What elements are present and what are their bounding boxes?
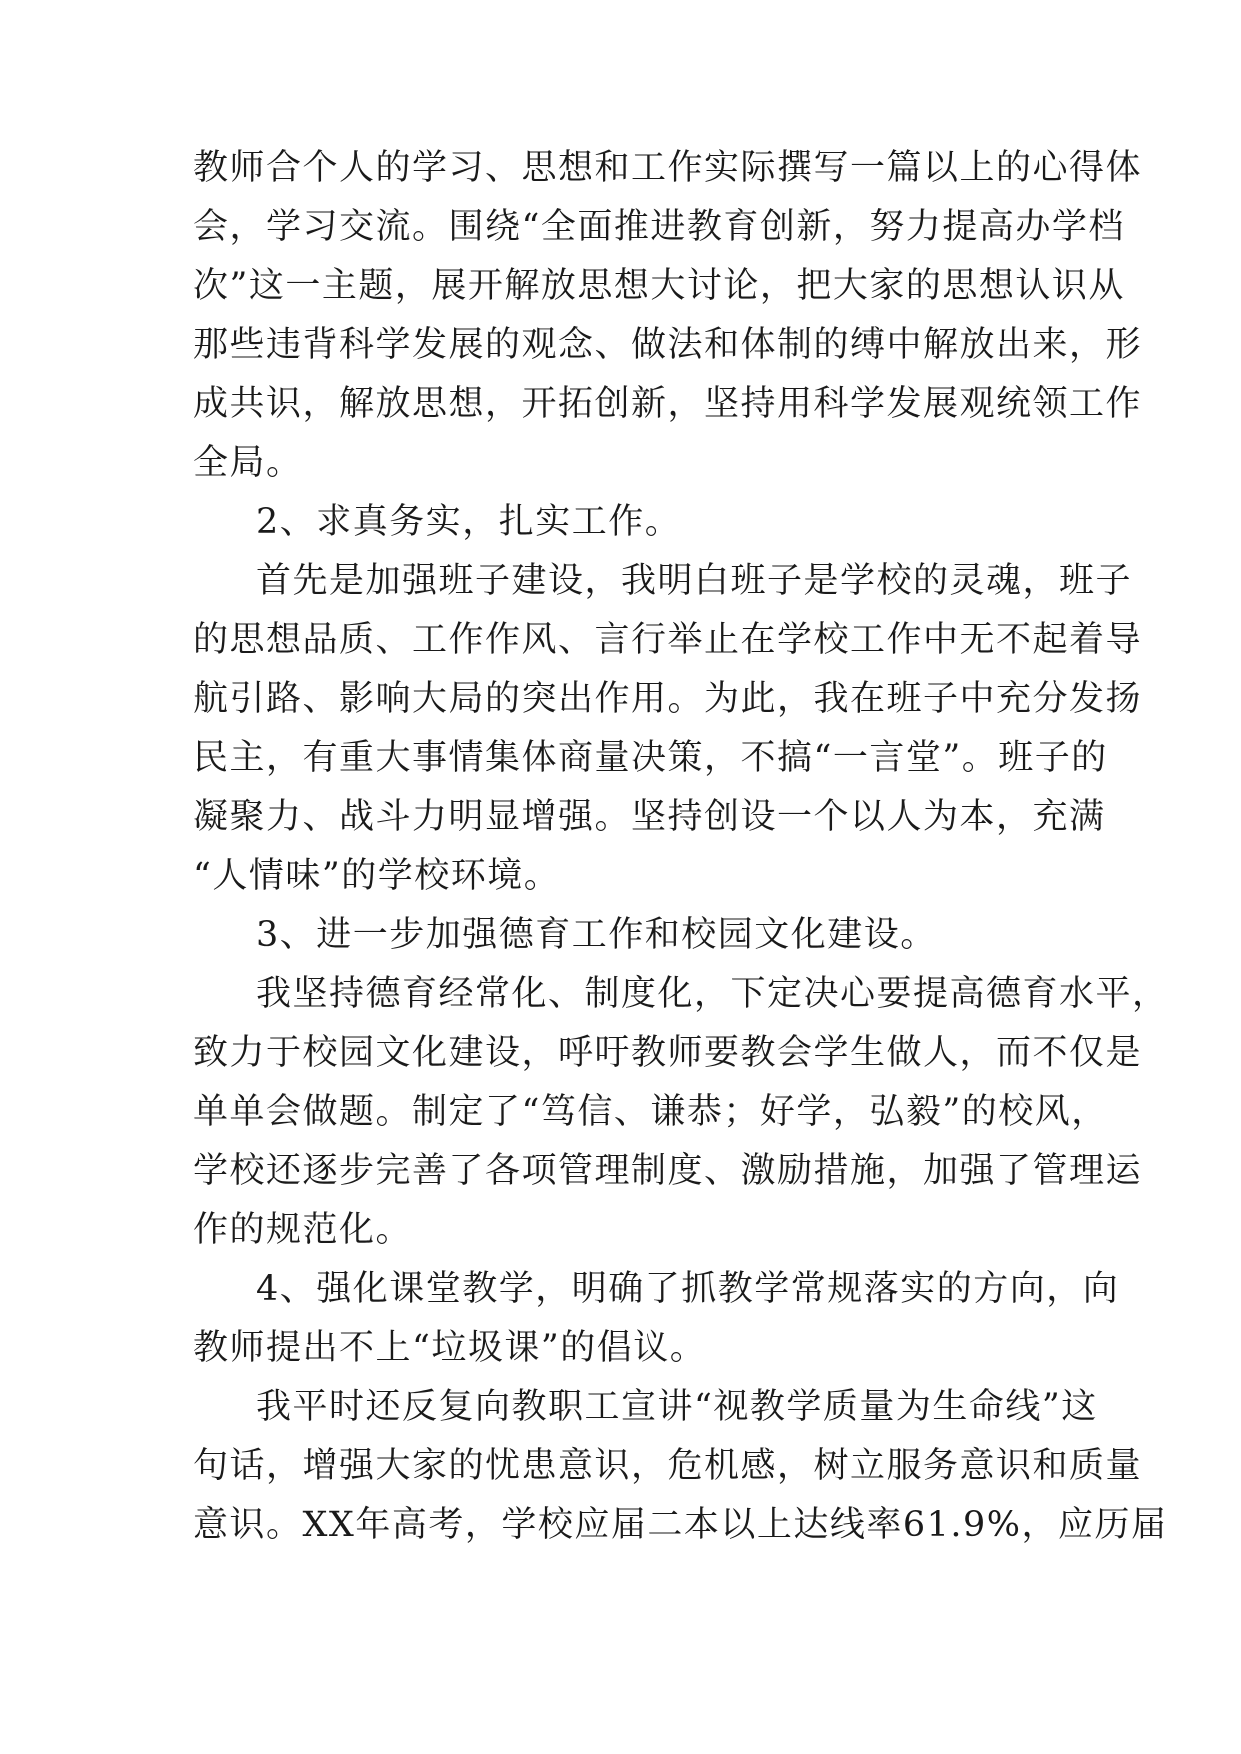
text-line-18: 学校还逐步完善了各项管理制度、激励措施，加强了管理运 [193,1151,1143,1191]
text-line-15: 我坚持德育经常化、制度化，下定决心要提高德育水平， [256,974,1169,1014]
text-line-5: 成共识，解放思想，开拓创新，坚持用科学发展观统领工作 [193,384,1143,424]
text-line-22: 我平时还反复向教职工宣讲“视教学质量为生命线”这 [256,1387,1098,1427]
text-line-24: 意识。XX年高考，学校应届二本以上达线率61.9%，应历届 [193,1505,1168,1545]
section-heading-2: 2、求真务实，扎实工作。 [256,502,682,542]
text-line-10: 航引路、影响大局的突出作用。为此，我在班子中充分发扬 [193,679,1143,719]
text-line-1: 教师合个人的学习、思想和工作实际撰写一篇以上的心得体 [193,148,1143,188]
text-line-11: 民主，有重大事情集体商量决策，不搞“一言堂”。班子的 [193,738,1108,778]
section-heading-3: 3、进一步加强德育工作和校园文化建设。 [256,915,937,955]
text-line-13: “人情味”的学校环境。 [193,856,561,896]
text-line-23: 句话，增强大家的忧患意识，危机感，树立服务意识和质量 [193,1446,1143,1486]
text-line-8: 首先是加强班子建设，我明白班子是学校的灵魂，班子 [256,561,1133,601]
text-line-19: 作的规范化。 [193,1210,413,1250]
text-line-6: 全局。 [193,443,303,483]
section-heading-4: 4、强化课堂教学，明确了抓教学常规落实的方向，向 [256,1269,1120,1309]
text-line-17: 单单会做题。制定了“笃信、谦恭；好学，弘毅”的校风， [193,1092,1108,1132]
text-line-16: 致力于校园文化建设，呼吁教师要教会学生做人，而不仅是 [193,1033,1143,1073]
text-line-3: 次”这一主题，展开解放思想大讨论，把大家的思想认识从 [193,266,1125,306]
text-line-21: 教师提出不上“垃圾课”的倡议。 [193,1328,707,1368]
text-line-2: 会，学习交流。围绕“全面推进教育创新，努力提高办学档 [193,207,1125,247]
text-line-12: 凝聚力、战斗力明显增强。坚持创设一个以人为本，充满 [193,797,1106,837]
text-line-4: 那些违背科学发展的观念、做法和体制的缚中解放出来，形 [193,325,1143,365]
text-line-9: 的思想品质、工作作风、言行举止在学校工作中无不起着导 [193,620,1143,660]
